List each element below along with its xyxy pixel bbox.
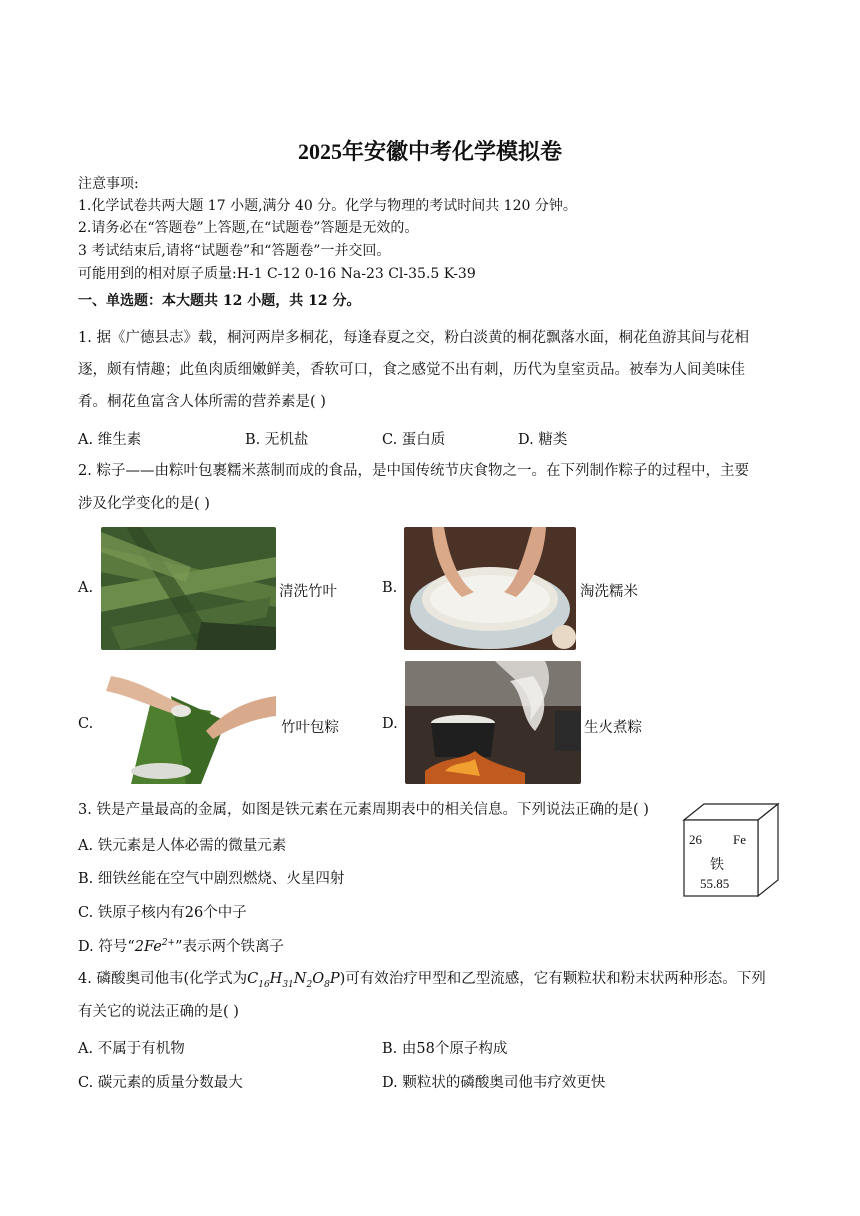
notice-line-2: 2.请务必在“答题卷”上答题,在“试题卷”答题是无效的。: [78, 220, 419, 236]
q4-formula-n: N: [293, 971, 307, 987]
q3-option-b: B. 细铁丝能在空气中剧烈燃烧、火星四射: [78, 871, 345, 887]
notice-line-3: 3 考试结束后,请将“试题卷”和“答题卷”一并交回。: [78, 243, 391, 259]
q4-formula-o-count: 8: [324, 979, 330, 990]
q2-option-d-caption: 生火煮粽: [584, 720, 642, 736]
q1-option-b: B. 无机盐: [245, 432, 309, 448]
q2-option-d-letter: D.: [382, 716, 398, 732]
q2-line-1: 2. 粽子——由粽叶包裹糯米蒸制而成的食品，是中国传统节庆食物之一。在下列制作粽子的过程中，主要: [78, 463, 749, 479]
q4-formula-c: C: [247, 971, 259, 987]
q4-option-b: B. 由58个原子构成: [382, 1041, 508, 1057]
section-heading: 一、单选题：本大题共 12 小题，共 12 分。: [78, 293, 361, 309]
q4-formula-p: P: [329, 971, 340, 987]
q2-option-c-letter: C.: [78, 716, 94, 732]
q4-option-c: C. 碳元素的质量分数最大: [78, 1075, 243, 1091]
q4-formula-n-count: 2: [306, 979, 313, 990]
wrapping-zongzi-image: [101, 661, 276, 784]
q1-option-d: D. 糖类: [518, 432, 568, 448]
washing-rice-image: [404, 527, 576, 650]
q2-line-2: 涉及化学变化的是( ): [78, 496, 210, 512]
q2-option-c-caption: 竹叶包粽: [281, 720, 339, 736]
q4-stem-prefix: 4. 磷酸奥司他韦(化学式为: [78, 971, 248, 987]
q4-formula-h-count: 31: [282, 979, 294, 990]
q1-option-a: A. 维生素: [78, 432, 142, 448]
q1-option-c: C. 蛋白质: [382, 432, 446, 448]
q3-option-d-suffix: ”表示两个铁离子: [175, 939, 285, 955]
cooking-fire-image: [405, 661, 581, 784]
q1-line-1: 1. 据《广德县志》载，桐河两岸多桐花，每逢春夏之交，粉白淡黄的桐花飘落水面，桐花鱼游其间与花相: [78, 330, 749, 346]
q4-formula-c-count: 16: [258, 979, 270, 990]
q4-formula-h: H: [269, 971, 283, 987]
q3-option-d: [78, 935, 284, 956]
q2-option-a-letter: A.: [78, 580, 94, 596]
q4-line-2: 有关它的说法正确的是( ): [78, 1004, 239, 1020]
element-symbol: Fe: [733, 832, 746, 847]
q3-option-c: C. 铁原子核内有26个中子: [78, 905, 247, 921]
page-title: 2025年安徽中考化学模拟卷: [297, 139, 562, 164]
q3-option-d-charge: 2+: [161, 938, 176, 949]
notice-line-1: 1.化学试卷共两大题 17 小题,满分 40 分。化学与物理的考试时间共 120 分钟。: [78, 198, 577, 214]
q3-stem: 3. 铁是产量最高的金属，如图是铁元素在元素周期表中的相关信息。下列说法正确的是( ): [78, 802, 649, 818]
q4-option-a: A. 不属于有机物: [78, 1041, 185, 1057]
atomic-mass-line: 可能用到的相对原子质量:H-1 C-12 0-16 Na-23 Cl-35.5 K-39: [78, 266, 476, 282]
q3-option-a: A. 铁元素是人体必需的微量元素: [78, 838, 287, 854]
q1-line-3: 肴。桐花鱼富含人体所需的营养素是( ): [78, 394, 326, 410]
element-mass: 55.85: [700, 876, 730, 891]
iron-element-cell: [680, 800, 782, 900]
q2-option-a-caption: 清洗竹叶: [279, 584, 337, 600]
bamboo-leaves-image: [101, 527, 276, 650]
q4-formula-o: O: [312, 971, 325, 987]
q4-option-d: D. 颗粒状的磷酸奥司他韦疗效更快: [382, 1075, 606, 1091]
q4-line-1: [78, 969, 766, 995]
q2-option-b-caption: 淘洗糯米: [580, 584, 638, 600]
notice-heading: 注意事项:: [78, 176, 139, 192]
q1-line-2: 逐，颇有情趣；此鱼肉质细嫩鲜美，香软可口，食之感觉不出有刺，历代为皇室贡品。被奉为人间美味佳: [78, 362, 745, 378]
q2-option-b-letter: B.: [382, 580, 398, 596]
q3-option-d-formula: 2Fe: [134, 939, 162, 955]
q4-stem-suffix: )可有效治疗甲型和乙型流感，它有颗粒状和粉末状两种形态。下列: [339, 971, 766, 987]
element-name: 铁: [710, 857, 724, 873]
element-number: 26: [689, 832, 702, 847]
q3-option-d-prefix: D. 符号“: [78, 939, 135, 955]
